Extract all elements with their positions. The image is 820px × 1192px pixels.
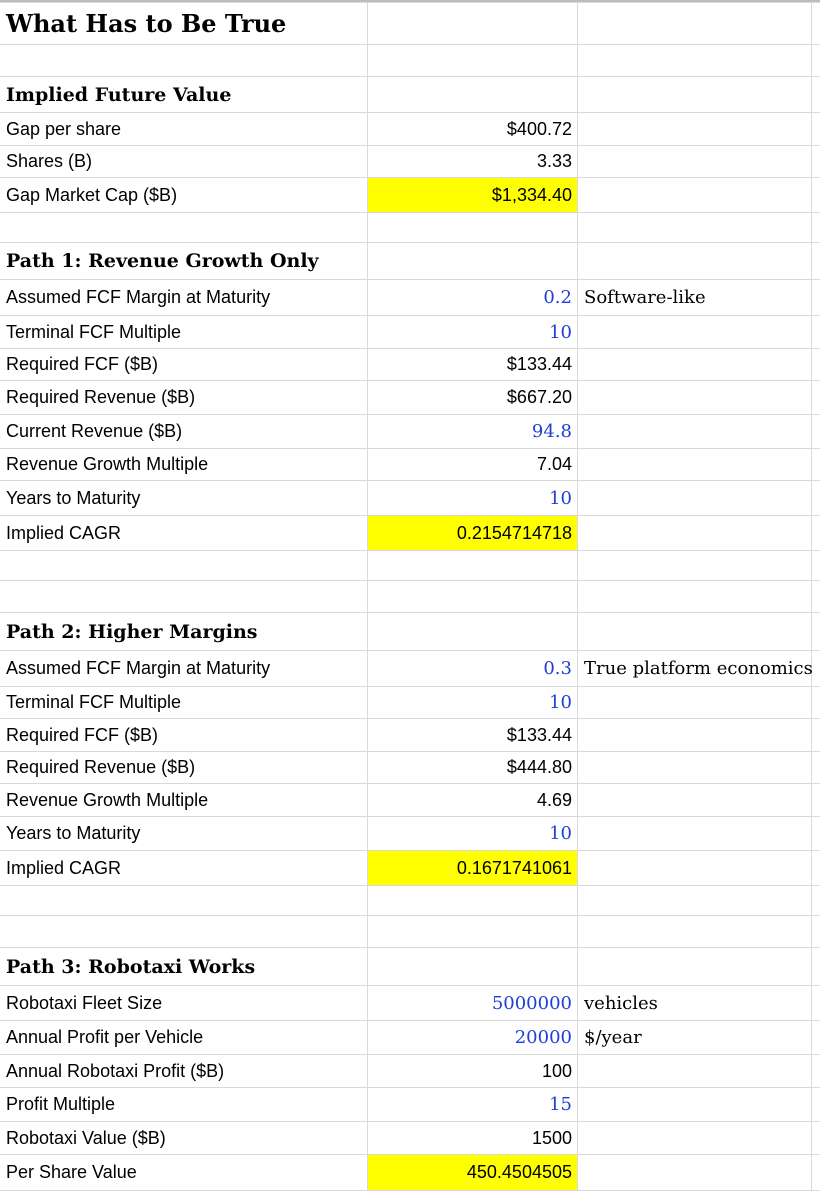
cell-empty[interactable] [578,1055,812,1087]
row-required-revenue [0,751,820,783]
value-required-fcf[interactable]: $133.44 [368,349,578,380]
row-gap-per-share [0,112,820,145]
label-required-fcf[interactable]: Required FCF ($B) [0,719,368,751]
value-terminal-multiple[interactable]: 10 [368,316,578,348]
value-profit-per-vehicle[interactable]: 20000 [368,1021,578,1054]
cell-empty[interactable] [578,687,812,718]
value-required-fcf[interactable]: $133.44 [368,719,578,751]
cell-empty[interactable] [578,1155,812,1190]
value-gap-per-share[interactable]: $400.72 [368,113,578,145]
row-years [0,480,820,515]
value-years[interactable]: 10 [368,817,578,850]
row-fcf-margin [0,650,820,686]
cell-empty[interactable] [578,719,812,751]
cell-empty[interactable] [368,886,578,915]
row-blank [0,915,820,947]
cell-empty[interactable] [368,77,578,112]
label-fcf-margin[interactable]: Assumed FCF Margin at Maturity [0,651,368,686]
value-fcf-margin[interactable]: 0.3 [368,651,578,686]
cell-empty[interactable] [0,45,368,76]
row-cagr [0,515,820,550]
cell-empty[interactable] [578,415,812,448]
label-gap-market-cap[interactable]: Gap Market Cap ($B) [0,178,368,212]
note-fcf-margin[interactable]: Software-like [578,280,812,315]
cell-empty[interactable] [368,551,578,580]
cell-empty[interactable] [578,1122,812,1154]
cell-empty[interactable] [578,581,812,612]
cell-empty[interactable] [578,817,812,850]
label-per-share-value[interactable]: Per Share Value [0,1155,368,1190]
row-blank [0,885,820,915]
cell-empty[interactable] [368,916,578,947]
cell-empty[interactable] [578,213,812,242]
row-gap-market-cap [0,177,820,212]
row-required-fcf [0,348,820,380]
value-gap-market-cap[interactable]: $1,334.40 [368,178,578,212]
row-profit-per-vehicle [0,1020,820,1054]
cell-empty[interactable] [0,213,368,242]
label-robotaxi-value[interactable]: Robotaxi Value ($B) [0,1122,368,1154]
label-growth-multiple[interactable]: Revenue Growth Multiple [0,449,368,480]
cell-empty[interactable] [578,113,812,145]
row-blank [0,44,820,76]
row-per-share-value [0,1154,820,1190]
label-cagr[interactable]: Implied CAGR [0,851,368,885]
row-blank [0,550,820,580]
row-growth-multiple [0,783,820,816]
value-required-revenue[interactable]: $444.80 [368,752,578,783]
cell-empty[interactable] [578,1088,812,1121]
cell-empty[interactable] [578,316,812,348]
row-section-heading [0,242,820,279]
value-shares[interactable]: 3.33 [368,146,578,177]
row-required-fcf [0,718,820,751]
row-terminal-multiple [0,315,820,348]
cell-empty[interactable] [578,146,812,177]
value-per-share-value[interactable]: 450.4504505 [368,1155,578,1190]
row-section-heading [0,612,820,650]
cell-empty[interactable] [578,449,812,480]
cell-empty[interactable] [368,45,578,76]
cell-empty[interactable] [578,516,812,550]
row-blank [0,580,820,612]
cell-empty[interactable] [578,3,812,44]
cell-empty[interactable] [578,349,812,380]
value-robotaxi-value[interactable]: 1500 [368,1122,578,1154]
value-annual-profit[interactable]: 100 [368,1055,578,1087]
cell-empty[interactable] [0,886,368,915]
cell-empty[interactable] [0,916,368,947]
label-required-fcf[interactable]: Required FCF ($B) [0,349,368,380]
label-terminal-multiple[interactable]: Terminal FCF Multiple [0,316,368,348]
cell-empty[interactable] [578,851,812,885]
cell-empty[interactable] [578,916,812,947]
value-current-revenue[interactable]: 94.8 [368,415,578,448]
cell-empty[interactable] [812,3,820,44]
section-heading-path2[interactable]: Path 2: Higher Margins [0,613,368,650]
cell-empty[interactable] [578,77,812,112]
label-shares[interactable]: Shares (B) [0,146,368,177]
cell-empty[interactable] [368,948,578,985]
row-growth-multiple [0,448,820,480]
row-annual-profit [0,1054,820,1087]
label-terminal-multiple[interactable]: Terminal FCF Multiple [0,687,368,718]
label-required-revenue[interactable]: Required Revenue ($B) [0,752,368,783]
cell-empty[interactable] [368,213,578,242]
label-current-revenue[interactable]: Current Revenue ($B) [0,415,368,448]
cell-empty[interactable] [578,243,812,279]
row-years [0,816,820,850]
value-growth-multiple[interactable]: 4.69 [368,784,578,816]
value-growth-multiple[interactable]: 7.04 [368,449,578,480]
row-shares [0,145,820,177]
value-cagr[interactable]: 0.1671741061 [368,851,578,885]
value-fcf-margin[interactable]: 0.2 [368,280,578,315]
row-title [0,2,820,44]
value-profit-multiple[interactable]: 15 [368,1088,578,1121]
row-profit-multiple [0,1087,820,1121]
cell-empty[interactable] [368,3,578,44]
label-years[interactable]: Years to Maturity [0,481,368,515]
cell-empty[interactable] [368,581,578,612]
section-heading-path3[interactable]: Path 3: Robotaxi Works [0,948,368,985]
cell-empty[interactable] [368,243,578,279]
cell-empty[interactable] [0,581,368,612]
cell-empty[interactable] [578,886,812,915]
note-fcf-margin[interactable]: True platform economics [578,651,812,686]
row-terminal-multiple [0,686,820,718]
cell-empty[interactable] [578,551,812,580]
label-fcf-margin[interactable]: Assumed FCF Margin at Maturity [0,280,368,315]
row-section-heading [0,76,820,112]
cell-empty[interactable] [578,481,812,515]
label-profit-per-vehicle[interactable]: Annual Profit per Vehicle [0,1021,368,1054]
label-annual-profit[interactable]: Annual Robotaxi Profit ($B) [0,1055,368,1087]
value-terminal-multiple[interactable]: 10 [368,687,578,718]
section-heading-path1[interactable]: Path 1: Revenue Growth Only [0,243,368,279]
row-fcf-margin [0,279,820,315]
section-heading-implied-future-value[interactable]: Implied Future Value [0,77,368,112]
label-growth-multiple[interactable]: Revenue Growth Multiple [0,784,368,816]
value-fleet-size[interactable]: 5000000 [368,986,578,1020]
cell-empty[interactable] [0,551,368,580]
label-fleet-size[interactable]: Robotaxi Fleet Size [0,986,368,1020]
row-section-heading [0,947,820,985]
note-fleet-size[interactable]: vehicles [578,986,812,1020]
value-years[interactable]: 10 [368,481,578,515]
row-cagr [0,850,820,885]
row-blank [0,212,820,242]
cell-empty[interactable] [578,784,812,816]
cell-empty[interactable] [578,752,812,783]
note-profit-per-vehicle[interactable]: $/year [578,1021,812,1054]
row-current-revenue [0,414,820,448]
row-fleet-size [0,985,820,1020]
row-required-revenue [0,380,820,414]
cell-empty[interactable] [578,948,812,985]
label-years[interactable]: Years to Maturity [0,817,368,850]
cell-empty[interactable] [368,613,578,650]
cell-empty[interactable] [578,613,812,650]
cell-empty[interactable] [578,178,812,212]
label-required-revenue[interactable]: Required Revenue ($B) [0,381,368,414]
label-cagr[interactable]: Implied CAGR [0,516,368,550]
value-required-revenue[interactable]: $667.20 [368,381,578,414]
cell-empty[interactable] [578,381,812,414]
cell-empty[interactable] [578,45,812,76]
label-gap-per-share[interactable]: Gap per share [0,113,368,145]
row-robotaxi-value [0,1121,820,1154]
label-profit-multiple[interactable]: Profit Multiple [0,1088,368,1121]
sheet-title[interactable]: What Has to Be True [0,3,368,44]
value-cagr[interactable]: 0.2154714718 [368,516,578,550]
